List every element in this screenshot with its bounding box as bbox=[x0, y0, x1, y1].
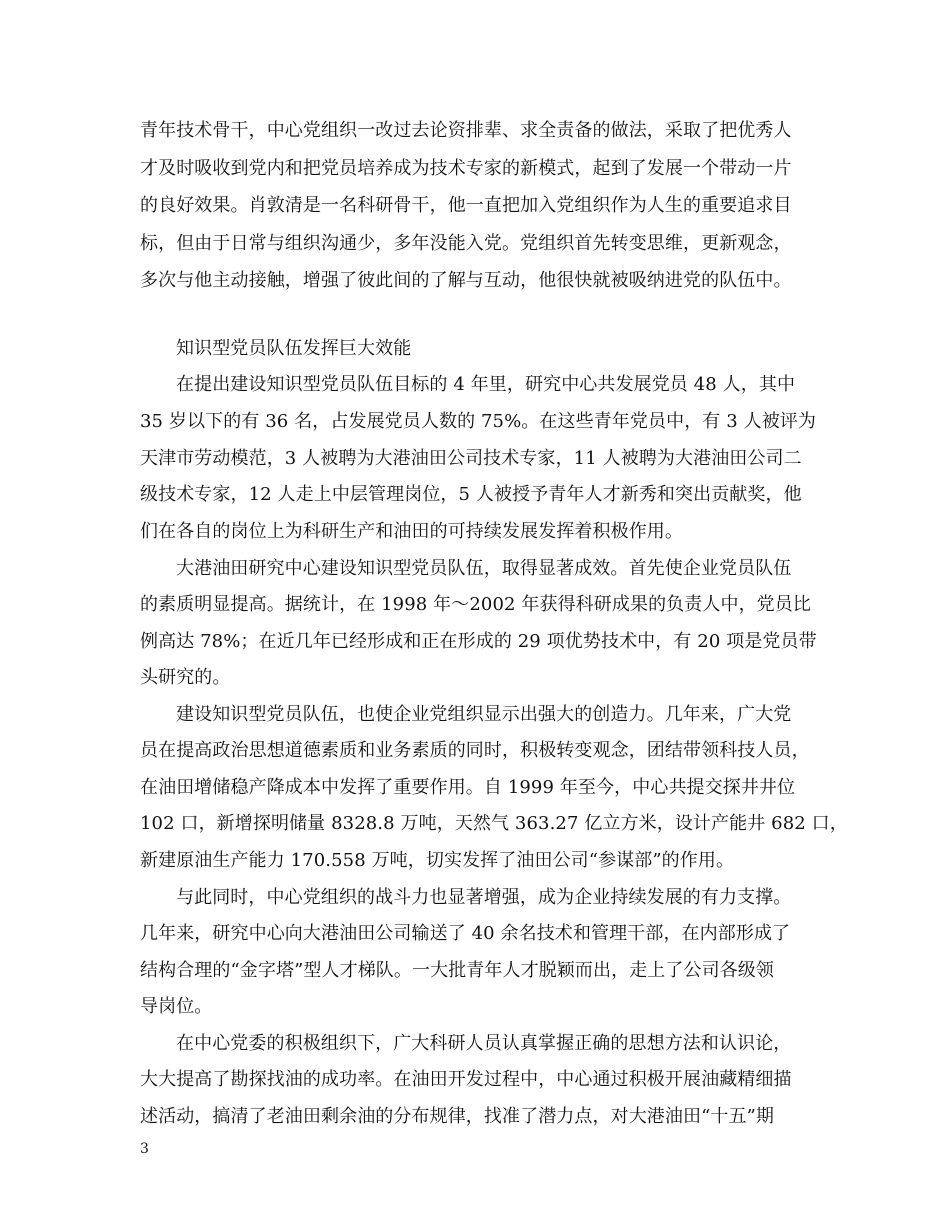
body-text-line: 在油田增储稳产降成本中发挥了重要作用。自 1999 年至今，中心共提交探井井位 bbox=[140, 777, 796, 798]
body-text-line: 标，但由于日常与组织沟通少，多年没能入党。党组织首先转变思维，更新观念， bbox=[140, 233, 792, 254]
body-text-line: 建设知识型党员队伍，也使企业党组织显示出强大的创造力。几年来，广大党 bbox=[176, 704, 792, 725]
body-text-line: 在中心党委的积极组织下，广大科研人员认真掌握正确的思想方法和认识论， bbox=[176, 1033, 792, 1054]
body-text-line: 在提出建设知识型党员队伍目标的 4 年里，研究中心共发展党员 48 人，其中 bbox=[176, 374, 796, 395]
page-number: 3 bbox=[140, 1141, 149, 1157]
body-text-line: 例高达 78%；在近几年已经形成和正在形成的 29 项优势技术中，有 20 项是党员带 bbox=[140, 631, 817, 652]
body-text-line: 35 岁以下的有 36 名，占发展党员人数的 75%。在这些青年党员中，有 3 人被评为 bbox=[140, 411, 816, 432]
body-text-line: 新建原油生产能力 170.558 万吨，切实发挥了油田公司“参谋部”的作用。 bbox=[140, 850, 735, 871]
section-heading: 知识型党员队伍发挥巨大效能 bbox=[176, 338, 412, 359]
body-text-line: 大大提高了勘探找油的成功率。在油田开发过程中，中心通过积极开展油藏精细描 bbox=[140, 1069, 792, 1090]
body-text-line: 述活动，搞清了老油田剩余油的分布规律，找准了潜力点，对大港油田“十五”期 bbox=[140, 1106, 775, 1127]
body-text-line: 员在提高政治思想道德素质和业务素质的同时，积极转变观念，团结带领科技人员， bbox=[140, 740, 810, 761]
body-text-line: 头研究的。 bbox=[140, 667, 231, 688]
body-text-line: 青年技术骨干，中心党组织一改过去论资排辈、求全责备的做法，采取了把优秀人 bbox=[140, 120, 792, 141]
body-text-line: 几年来，研究中心向大港油田公司输送了 40 余名技术和管理干部，在内部形成了 bbox=[140, 923, 791, 944]
body-text-line: 天津市劳动模范，3 人被聘为大港油田公司技术专家，11 人被聘为大港油田公司二 bbox=[140, 448, 802, 469]
body-text-line: 级技术专家，12 人走上中层管理岗位，5 人被授予青年人才新秀和突出贡献奖，他 bbox=[140, 484, 802, 505]
body-text-line: 的素质明显提高。据统计，在 1998 年～2002 年获得科研成果的负责人中，党员比 bbox=[140, 594, 811, 615]
body-text-line: 结构合理的“金字塔”型人才梯队。一大批青年人才脱颖而出，走上了公司各级领 bbox=[140, 960, 775, 981]
body-text-line: 大港油田研究中心建设知识型党员队伍，取得显著成效。首先使企业党员队伍 bbox=[176, 558, 792, 579]
body-text-line: 导岗位。 bbox=[140, 996, 213, 1017]
body-text-line: 多次与他主动接触，增强了彼此间的了解与互动，他很快就被吸纳进党的队伍中。 bbox=[140, 270, 792, 291]
body-text-line: 的良好效果。肖敦清是一名科研骨干，他一直把加入党组织作为人生的重要追求目 bbox=[140, 195, 792, 216]
body-text-line: 102 口，新增探明储量 8328.8 万吨，天然气 363.27 亿立方米，设计产能井 682 口， bbox=[140, 813, 848, 834]
body-text-line: 与此同时，中心党组织的战斗力也显著增强，成为企业持续发展的有力支撑。 bbox=[176, 887, 792, 908]
body-text-line: 才及时吸收到党内和把党员培养成为技术专家的新模式，起到了发展一个带动一片 bbox=[140, 158, 792, 179]
body-text-line: 们在各自的岗位上为科研生产和油田的可持续发展发挥着积极作用。 bbox=[140, 521, 683, 542]
